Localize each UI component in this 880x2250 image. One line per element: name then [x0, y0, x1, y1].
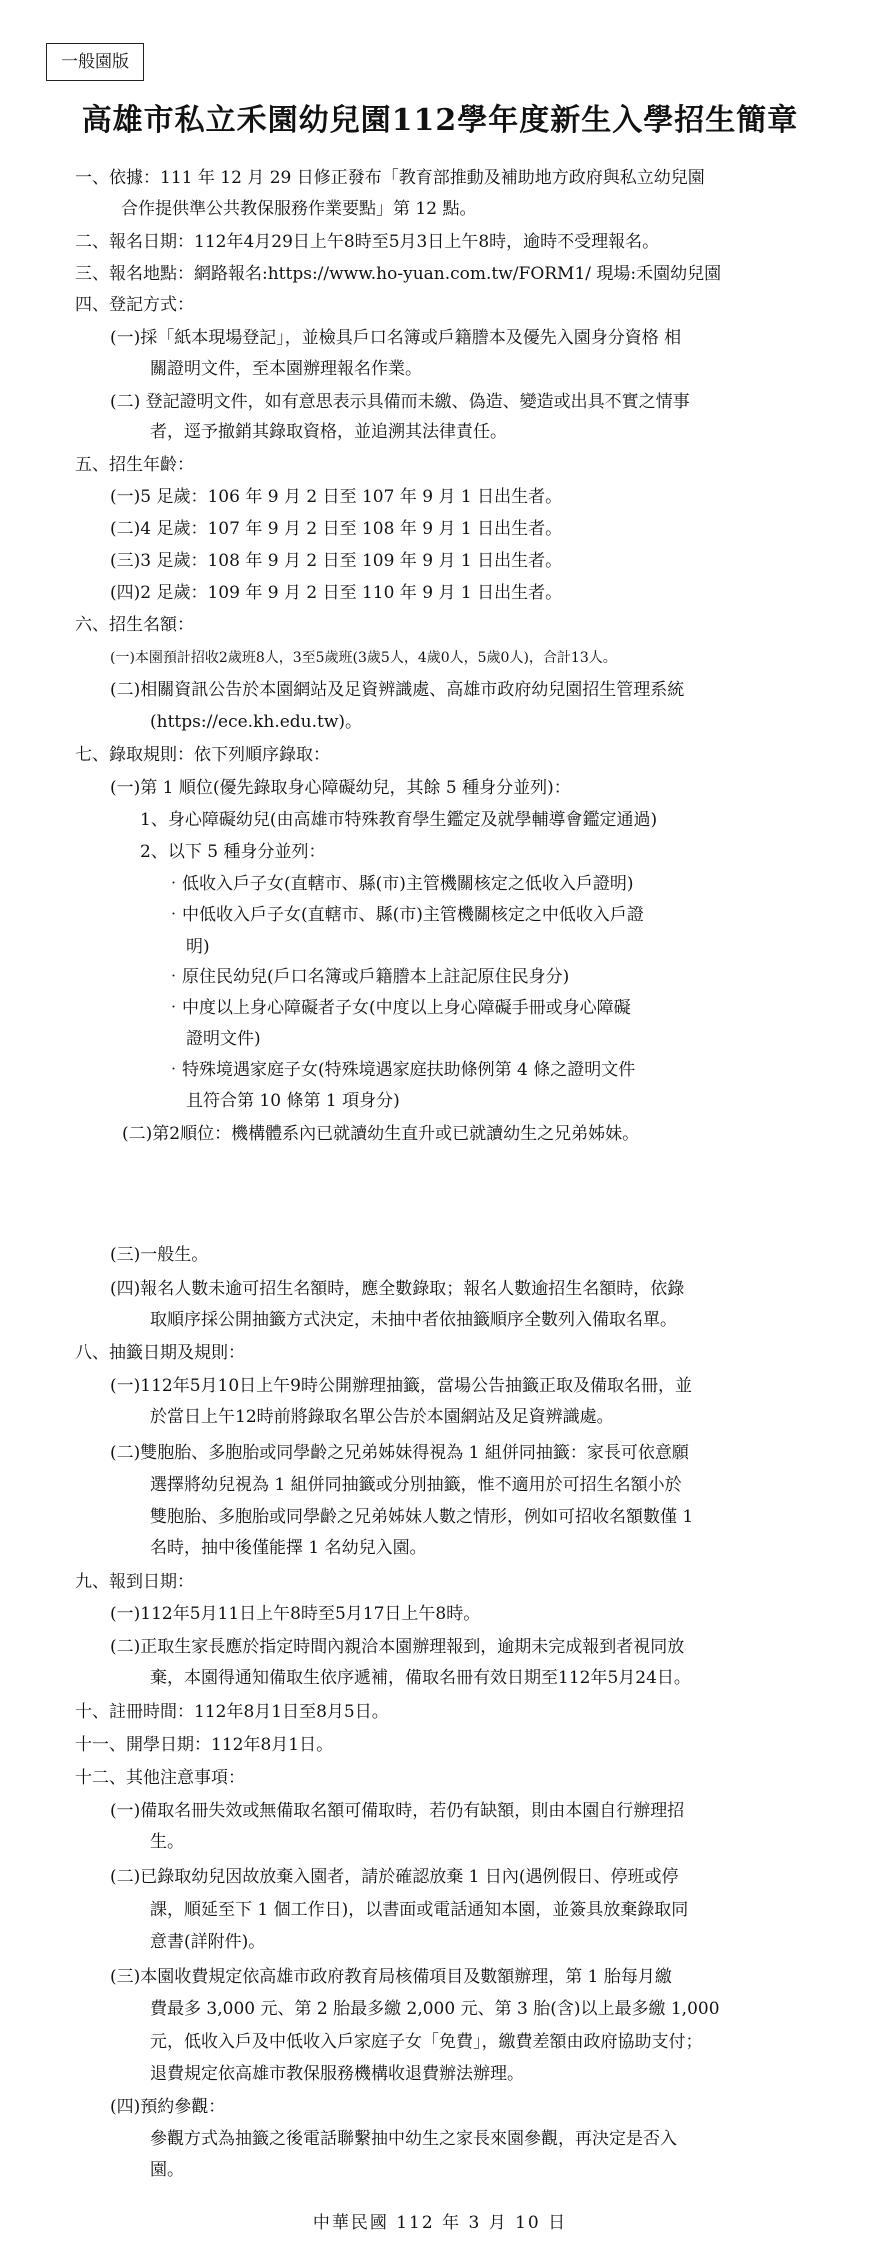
body-line: (一)本園預計招收2歲班8人，3至5歲班(3歲5人，4歲0人，5歲0人)，合計13人。 — [110, 650, 617, 666]
body-line: 一、依據：111 年 12 月 29 日修正發布「教育部推動及補助地方政府與私立幼兒園 — [75, 168, 705, 188]
body-line: (二)雙胞胎、多胞胎或同學齡之兄弟姊妹得視為 1 組併同抽籤：家長可依意願 — [110, 1443, 689, 1463]
body-line: 園。 — [150, 2160, 184, 2180]
body-line: 證明文件) — [186, 1029, 261, 1049]
body-line: (四)2 足歲：109 年 9 月 2 日至 110 年 9 月 1 日出生者。 — [110, 583, 563, 603]
body-line: 九、報到日期： — [75, 1572, 194, 1592]
body-line: (一)5 足歲：106 年 9 月 2 日至 107 年 9 月 1 日出生者。 — [110, 487, 563, 507]
body-line: 棄，本園得通知備取生依序遞補，備取名冊有效日期至112年5月24日。 — [150, 1668, 691, 1688]
body-line: 1、身心障礙幼兒(由高雄市特殊教育學生鑑定及就學輔導會鑑定通過) — [140, 810, 658, 830]
body-line: (一)112年5月11日上午8時至5月17日上午8時。 — [110, 1604, 481, 1624]
body-line: 生。 — [150, 1832, 184, 1852]
body-line: (二)相關資訊公告於本園網站及足資辨識處、高雄市政府幼兒園招生管理系統 — [110, 680, 685, 700]
body-line: 三、報名地點：網路報名:https://www.ho-yuan.com.tw/FORM1/ 現場:禾園幼兒園 — [75, 264, 722, 284]
body-line: 於當日上午12時前將錄取名單公告於本園網站及足資辨識處。 — [150, 1407, 614, 1427]
body-line: (三)3 足歲：108 年 9 月 2 日至 109 年 9 月 1 日出生者。 — [110, 551, 563, 571]
body-line: 取順序採公開抽籤方式決定，未抽中者依抽籤順序全數列入備取名單。 — [150, 1310, 677, 1330]
body-line: ‧低收入戶子女(直轄市、縣(市)主管機關核定之低收入戶證明) — [165, 874, 634, 894]
body-line: 二、報名日期：112年4月29日上午8時至5月3日上午8時，逾時不受理報名。 — [75, 232, 660, 252]
body-line: 七、錄取規則：依下列順序錄取： — [75, 745, 330, 765]
body-line: ‧原住民幼兒(戶口名簿或戶籍謄本上註記原住民身分) — [165, 967, 570, 987]
page-title: 高雄市私立禾園幼兒園112學年度新生入學招生簡章 — [81, 103, 799, 138]
body-line: 元，低收入戶及中低收入戶家庭子女「免費」，繳費差額由政府協助支付； — [150, 2032, 703, 2052]
body-line: 六、招生名額： — [75, 615, 194, 635]
body-line: 合作提供準公共教保服務作業要點」第 12 點。 — [121, 199, 477, 219]
body-line: 四、登記方式： — [75, 295, 194, 315]
body-line: (三)一般生。 — [110, 1245, 209, 1265]
body-line: (二) 登記證明文件，如有意思表示具備而未繳、偽造、變造或出具不實之情事 — [110, 392, 690, 412]
body-line: 名時，抽中後僅能擇 1 名幼兒入園。 — [150, 1538, 427, 1558]
body-line: (https://ece.kh.edu.tw)。 — [150, 712, 363, 732]
body-line: (二)第2順位：機構體系內已就讀幼生直升或已就讀幼生之兄弟姊妹。 — [122, 1124, 640, 1144]
body-line: 明) — [186, 937, 210, 957]
body-line: 十、註冊時間：112年8月1日至8月5日。 — [75, 1702, 389, 1722]
body-line: 選擇將幼兒視為 1 組併同抽籤或分別抽籤，惟不適用於可招生名額小於 — [150, 1475, 682, 1495]
issue-date: 中華民國 112 年 3 月 10 日 — [312, 2213, 568, 2233]
body-line: 意書(詳附件)。 — [150, 1932, 266, 1952]
body-line: (三)本園收費規定依高雄市政府教育局核備項目及數額辦理，第 1 胎每月繳 — [110, 1967, 672, 1987]
body-line: 參觀方式為抽籤之後電話聯繫抽中幼生之家長來園參觀，再決定是否入 — [150, 2129, 677, 2149]
body-line: (一)備取名冊失效或無備取名額可備取時，若仍有缺額，則由本園自行辦理招 — [110, 1801, 685, 1821]
body-line: (二)已錄取幼兒因故放棄入園者，請於確認放棄 1 日內(遇例假日、停班或停 — [110, 1867, 679, 1887]
body-line: 十二、其他注意事項： — [75, 1768, 245, 1788]
body-line: ‧中低收入戶子女(直轄市、縣(市)主管機關核定之中低收入戶證 — [165, 905, 644, 925]
body-line: 課，順延至下 1 個工作日)，以書面或電話通知本園，並簽具放棄錄取同 — [150, 1900, 689, 1920]
body-line: 退費規定依高雄市教保服務機構收退費辦法辦理。 — [150, 2064, 524, 2084]
body-line: (二)4 足歲：107 年 9 月 2 日至 108 年 9 月 1 日出生者。 — [110, 519, 563, 539]
edition-badge: 一般園版 — [46, 43, 144, 81]
body-line: 且符合第 10 條第 1 項身分) — [186, 1091, 400, 1111]
body-line: 八、抽籤日期及規則： — [75, 1343, 245, 1363]
body-line: (四)報名人數未逾可招生名額時，應全數錄取；報名人數逾招生名額時，依錄 — [110, 1279, 685, 1299]
body-line: 雙胞胎、多胞胎或同學齡之兄弟姊妹人數之情形，例如可招收名額數僅 1 — [150, 1507, 694, 1527]
body-line: (四)預約參觀： — [110, 2097, 226, 2117]
body-line: 費最多 3,000 元、第 2 胎最多繳 2,000 元、第 3 胎(含)以上最多繳 1,000 — [150, 1999, 720, 2019]
body-line: 關證明文件，至本園辦理報名作業。 — [150, 359, 422, 379]
body-line: ‧特殊境遇家庭子女(特殊境遇家庭扶助條例第 4 條之證明文件 — [165, 1060, 636, 1080]
body-line: 者，逕予撤銷其錄取資格，並追溯其法律責任。 — [150, 422, 507, 442]
body-line: ‧中度以上身心障礙者子女(中度以上身心障礙手冊或身心障礙 — [165, 998, 631, 1018]
body-line: (一)採「紙本現場登記」，並檢具戶口名簿或戶籍謄本及優先入園身分資格 相 — [110, 328, 682, 348]
body-line: 2、以下 5 種身分並列： — [140, 842, 326, 862]
body-line: 五、招生年齡： — [75, 455, 194, 475]
body-line: 十一、開學日期：112年8月1日。 — [75, 1735, 334, 1755]
body-line: (二)正取生家長應於指定時間內親洽本園辦理報到，逾期未完成報到者視同放 — [110, 1637, 685, 1657]
body-line: (一)112年5月10日上午9時公開辦理抽籤，當場公告抽籤正取及備取名冊，並 — [110, 1376, 692, 1396]
body-line: (一)第 1 順位(優先錄取身心障礙幼兒，其餘 5 種身分並列)： — [110, 778, 571, 798]
